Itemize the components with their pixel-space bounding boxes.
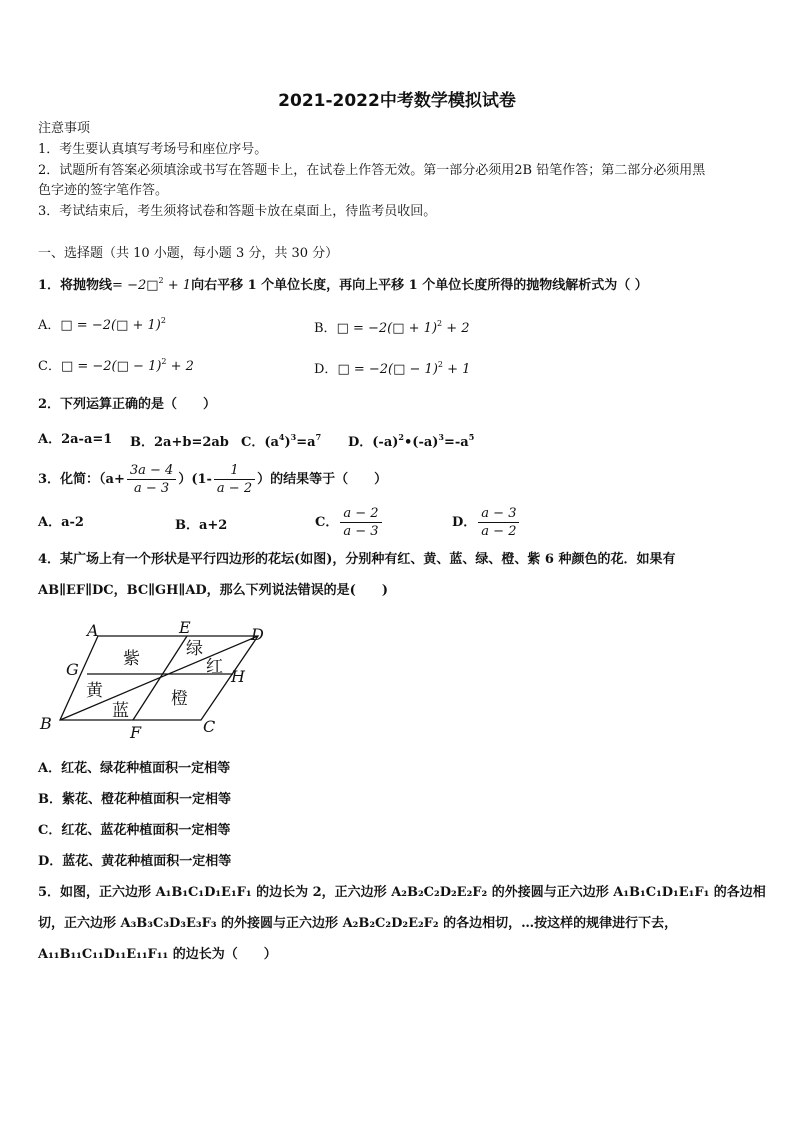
question-1-stem (38, 277, 648, 295)
q3-fraction-2-den: a − 2 (216, 481, 253, 496)
q1-option-d-tail: + 1 (443, 362, 471, 377)
q3-option-d-fraction (478, 505, 519, 540)
q4-option-c: C．红花、蓝花种植面积一定相等 (38, 823, 231, 838)
q1-option-d-label: D． (314, 362, 338, 377)
diagonal-BD (60, 636, 258, 720)
q1-option-c-exp: 2 (161, 357, 167, 366)
q2-option-d-exp1: 2 (398, 432, 404, 442)
q1-post: 向右平移 1 个单位长度，再向上平移 1 个单位长度所得的抛物线解析式为（ ） (191, 278, 648, 293)
q3-fraction-2-num: 1 (214, 462, 255, 480)
q3-pre: 3．化简：（a+ (38, 472, 125, 487)
vertex-E-label: E (179, 618, 191, 637)
q5-l2-pre: 切，正六边形 (38, 916, 121, 931)
q2-option-d-mid: •(-a) (403, 435, 439, 450)
q5-l1-mid: 的边长为 2，正六边形 (251, 885, 392, 900)
note-item-2-cont: 色字迹的签字笔作答。 (38, 183, 169, 198)
q3-option-c (315, 505, 384, 541)
notes-heading: 注意事项 (38, 121, 91, 136)
vertex-H-label: H (231, 667, 245, 686)
q1-option-b-expr: □ = −2(□ + 1) (336, 321, 438, 336)
region-blue-label: 蓝 (112, 701, 129, 721)
q5-l1-hex2: A₂B₂C₂D₂E₂F₂ (391, 885, 488, 900)
q1-option-a-expr: □ = −2(□ + 1) (60, 318, 161, 333)
q1-exp: 2 (158, 276, 164, 285)
q1-option-b-tail: + 2 (442, 321, 470, 336)
q5-l1-mid2: 的外接圆与正六边形 (487, 885, 614, 900)
region-red-label: 红 (206, 657, 223, 677)
q4-option-d: D．蓝花、黄花种植面积一定相等 (38, 854, 232, 869)
region-green-label: 绿 (186, 639, 203, 659)
q3-option-d-num: a − 3 (478, 505, 519, 523)
q1-option-c-label: C． (38, 359, 61, 374)
vertex-B-label: B (40, 714, 52, 733)
q3-mid: ）(1- (178, 472, 212, 487)
parallelogram-figure (36, 616, 286, 742)
q3-option-c-num: a − 2 (340, 505, 381, 523)
q2-option-d (348, 431, 474, 450)
q1-option-b (314, 317, 470, 336)
question-5-line-1 (38, 884, 766, 902)
q1-option-a-exp: 2 (160, 316, 166, 325)
q1-expr: = −2□ (112, 278, 159, 293)
q1-option-a-label: A． (38, 318, 61, 333)
q5-l1-hex3: A₁B₁C₁D₁E₁F₁ (613, 885, 710, 900)
region-yellow-label: 黄 (86, 681, 103, 701)
q2-option-d-exp3: 5 (468, 432, 475, 442)
question-5-line-3 (38, 946, 277, 964)
q1-option-b-label: B． (314, 321, 337, 336)
question-2-stem: 2．下列运算正确的是（ ） (38, 397, 217, 412)
q1-option-b-exp: 2 (437, 319, 443, 328)
q2-option-c-exp1: 4 (278, 432, 285, 442)
q3-option-c-fraction (340, 505, 381, 540)
q5-l2-post: 的各边相切，…按这样的规律进行下去， (438, 916, 678, 931)
q3-fraction-1 (127, 462, 176, 497)
q1-expr-tail: + 1 (163, 278, 192, 293)
q2-option-c-post: =a (296, 435, 316, 450)
note-item-3: 3．考试结束后，考生须将试卷和答题卡放在桌面上，待监考员收回。 (38, 204, 437, 219)
q3-option-c-den: a − 3 (343, 524, 379, 539)
region-orange-label: 橙 (171, 689, 188, 709)
q1-option-a (38, 317, 166, 335)
page-title: 2021-2022中考数学模拟试卷 (278, 91, 516, 111)
q1-option-d-exp: 2 (437, 360, 443, 369)
vertex-C-label: C (203, 717, 216, 736)
question-4-stem-line-1: 4．某广场上有一个形状是平行四边形的花坛(如图)，分别种有红、黄、蓝、绿、橙、紫 6 种颜色的花．如果有 (38, 552, 676, 567)
q2-option-d-post: =-a (444, 435, 469, 450)
q5-l2-hex1: A₃B₃C₃D₃E₃F₃ (120, 916, 217, 931)
q5-l2-mid: 的外接圆与正六边形 (216, 916, 343, 931)
q1-option-c-expr: □ = −2(□ − 1) (60, 359, 162, 374)
q3-option-d-label: D． (452, 515, 477, 530)
q3-fraction-1-den: a − 3 (134, 481, 170, 496)
q3-fraction-2 (214, 462, 255, 497)
q2-option-c-mid: ) (284, 435, 291, 450)
q1-option-c (38, 358, 194, 376)
vertex-A-label: A (87, 621, 99, 640)
q3-fraction-1-num: 3a − 4 (127, 462, 176, 480)
q1-option-c-tail: + 2 (166, 359, 194, 374)
q3-option-b: B．a+2 (175, 518, 228, 533)
question-4-stem-line-2: AB∥EF∥DC，BC∥GH∥AD，那么下列说法错误的是( ) (38, 583, 388, 598)
vertex-F-label: F (130, 723, 142, 742)
q1-option-d-expr: □ = −2(□ − 1) (337, 362, 438, 377)
section-heading: 一、选择题（共 10 小题，每小题 3 分，共 30 分） (38, 246, 339, 261)
q5-l3-post: 的边长为（ ） (168, 947, 277, 962)
q1-option-d (314, 358, 470, 377)
q2-option-a: A．2a-a=1 (38, 432, 113, 447)
q2-option-c-exp3: 7 (315, 432, 322, 442)
q3-option-a: A．a-2 (38, 515, 84, 530)
q2-option-d-exp2: 3 (438, 432, 444, 442)
q2-option-d-pre: D．(-a) (348, 435, 399, 450)
q3-option-c-label: C． (315, 515, 339, 530)
q5-l3-hex: A₁₁B₁₁C₁₁D₁₁E₁₁F₁₁ (38, 947, 169, 962)
region-purple-label: 紫 (123, 649, 140, 669)
q4-option-b: B．紫花、橙花种植面积一定相等 (38, 792, 231, 807)
note-item-1: 1．考生要认真填写考场号和座位序号。 (38, 142, 268, 157)
q5-l2-hex2: A₂B₂C₂D₂E₂F₂ (342, 916, 439, 931)
vertex-G-label: G (66, 660, 79, 679)
vertex-D-label: D (251, 625, 264, 644)
q1-pre: 1．将抛物线 (38, 278, 113, 293)
question-5-line-2 (38, 915, 677, 933)
q3-post: ）的结果等于（ ） (257, 472, 388, 487)
question-3-stem (38, 462, 387, 498)
q2-option-c-exp2: 3 (290, 432, 297, 442)
q2-option-c (241, 431, 321, 450)
q4-option-a: A．红花、绿花种植面积一定相等 (38, 761, 231, 776)
q5-l1-hex1: A₁B₁C₁D₁E₁F₁ (155, 885, 252, 900)
q2-option-b: B．2a+b=2ab (130, 435, 229, 450)
q5-l1-post: 的各边相 (709, 885, 766, 900)
note-item-2: 2．试题所有答案必须填涂或书写在答题卡上，在试卷上作答无效。第一部分必须用2B 铅笔作答；第二部分必须用黑 (38, 163, 706, 178)
q5-l1-pre: 5．如图，正六边形 (38, 885, 156, 900)
q3-option-d (452, 505, 521, 541)
q3-option-d-den: a − 2 (481, 524, 517, 539)
q2-option-c-pre: C．(a (241, 435, 279, 450)
